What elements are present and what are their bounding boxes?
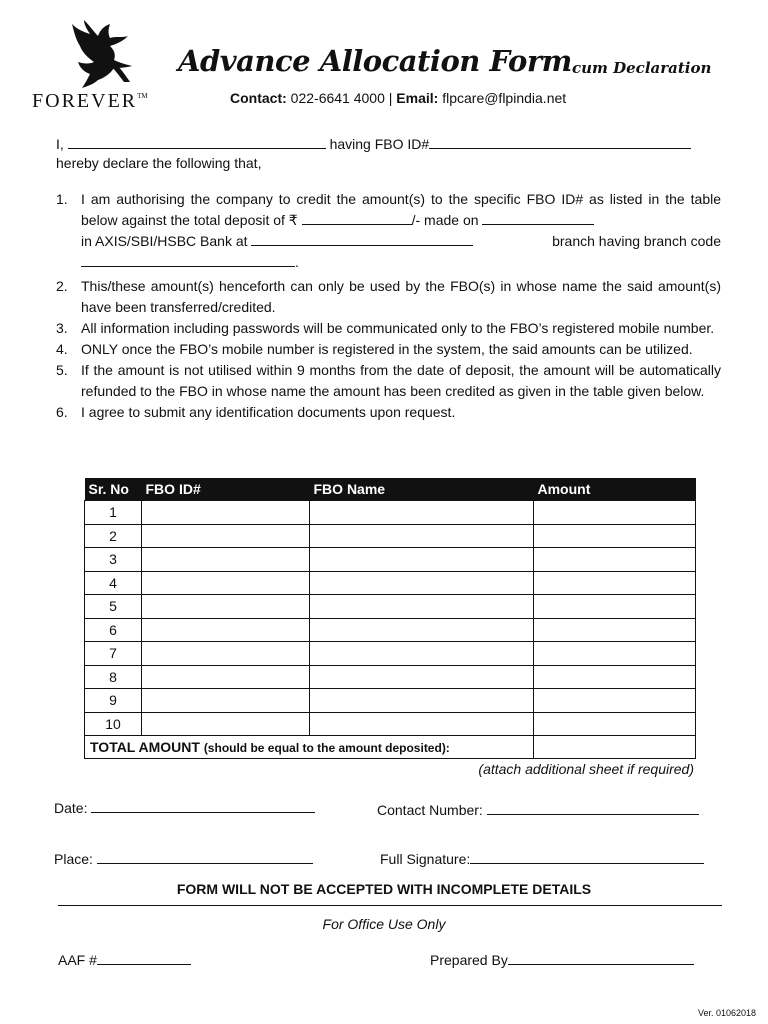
fbo-id-cell[interactable] [142,524,310,548]
brand-name: FOREVER [32,90,138,112]
amount-cell[interactable] [534,642,696,666]
fbo-name-cell[interactable] [310,665,534,689]
row-number: 6 [85,618,142,642]
aaf-row [58,950,191,968]
fbo-id-cell[interactable] [142,689,310,713]
table-row [85,571,696,595]
brand-wordmark [32,90,148,113]
total-note: (should be equal to the amount deposited): [203,741,450,755]
col-fbo-id: FBO ID# [142,478,310,501]
declaration-text: This/these amount(s) henceforth can only be used by the FBO(s) in whose name the said amount(s) have been transferred/credited. [81,278,721,315]
fbo-allocation-table [84,478,696,759]
fbo-id-cell[interactable] [142,571,310,595]
fbo-id-cell[interactable] [142,665,310,689]
declaration-number: 5. [56,362,68,378]
fbo-name-cell[interactable] [310,595,534,619]
form-title: Advance Allocation Form [178,44,572,78]
declaration-item [56,360,721,402]
fbo-id-cell[interactable] [142,501,310,525]
place-row [54,849,313,867]
deposit-date-field[interactable] [482,210,594,225]
declaration-item [56,402,721,423]
row-number: 9 [85,689,142,713]
deposit-amount-field[interactable] [302,210,412,225]
contact-email: flpcare@flpindia.net [442,90,567,106]
row-number: 1 [85,501,142,525]
fbo-name-cell[interactable] [310,712,534,736]
declaration-text: . [295,254,299,270]
col-amount: Amount [534,478,696,501]
declaration-text: in AXIS/SBI/HSBC Bank at [81,233,248,249]
signature-field[interactable] [470,849,704,864]
fbo-id-cell[interactable] [142,548,310,572]
fbo-name-cell[interactable] [310,642,534,666]
intro-having: having FBO ID# [329,136,430,152]
incomplete-details-notice: FORM WILL NOT BE ACCEPTED WITH INCOMPLETE DETAILS [176,881,592,897]
table-row [85,689,696,713]
intro-declare: hereby declare the following that, [56,155,262,171]
total-label: TOTAL AMOUNT [90,739,200,755]
fbo-name-cell[interactable] [310,618,534,642]
declaration-item [56,318,721,339]
amount-cell[interactable] [534,618,696,642]
table-row [85,548,696,572]
intro-i: I, [56,136,64,152]
declaration-number: 6. [56,404,68,420]
row-number: 7 [85,642,142,666]
version-label: Ver. 01062018 [697,1008,756,1018]
contact-line [230,90,566,106]
contact-separator: | [388,90,393,106]
date-field[interactable] [91,798,315,813]
declaration-number: 1. [56,191,68,207]
contact-number-label: Contact Number: [377,802,483,818]
col-fbo-name: FBO Name [310,478,534,501]
prepared-by-row [430,950,694,968]
fbo-name-cell[interactable] [310,689,534,713]
declaration-item [56,339,721,360]
contact-label: Contact: [230,90,287,106]
row-number: 4 [85,571,142,595]
amount-cell[interactable] [534,548,696,572]
amount-cell[interactable] [534,712,696,736]
amount-cell[interactable] [534,571,696,595]
declaration-number: 4. [56,341,68,357]
fbo-id-cell[interactable] [142,642,310,666]
declaration-text: I agree to submit any identification documents upon request. [81,404,456,420]
row-number: 5 [85,595,142,619]
declaration-text: branch having branch code [552,233,721,249]
bank-branch-field[interactable] [251,231,473,246]
office-use-heading: For Office Use Only [322,916,446,932]
declaration-item [56,189,721,273]
declaration-text: I am authorising the company to credit the amount(s) to the specific FBO ID# as listed in the table below against the total deposit of ₹ [81,191,721,228]
table-row [85,712,696,736]
declaration-number: 2. [56,278,68,294]
eagle-logo-icon [64,20,138,88]
contact-number-row [377,800,699,818]
date-row [54,798,315,816]
row-number: 8 [85,665,142,689]
total-label-cell [85,736,534,759]
col-sr-no: Sr. No [85,478,142,501]
contact-number-field[interactable] [487,800,699,815]
amount-cell[interactable] [534,689,696,713]
place-label: Place: [54,851,93,867]
row-number: 3 [85,548,142,572]
total-row [85,736,696,759]
intro-line [56,134,691,155]
fbo-id-cell[interactable] [142,595,310,619]
table-row [85,501,696,525]
trademark: TM [137,92,148,100]
table-row [85,618,696,642]
declaration-text: ONLY once the FBO’s mobile number is registered in the system, the said amounts can be utilized. [81,341,693,357]
declaration-list [56,189,721,423]
fbo-name-cell[interactable] [310,548,534,572]
table-row [85,665,696,689]
total-amount-cell[interactable] [534,736,696,759]
row-number: 10 [85,712,142,736]
form-title-suffix: cum Declaration [572,59,712,77]
signature-row [380,849,704,867]
date-label: Date: [54,800,88,816]
table-row [85,642,696,666]
divider [58,905,722,906]
declaration-item [56,276,721,318]
amount-cell[interactable] [534,665,696,689]
table-row [85,595,696,619]
fbo-id-cell[interactable] [142,618,310,642]
attach-note: (attach additional sheet if required) [478,761,694,777]
branch-code-field[interactable] [81,252,295,267]
table-row [85,524,696,548]
name-field[interactable] [68,134,326,149]
declaration-text: /- made on [411,212,479,228]
signature-label: Full Signature: [380,851,471,867]
amount-cell[interactable] [534,524,696,548]
fbo-id-field[interactable] [429,134,691,149]
amount-cell[interactable] [534,595,696,619]
declaration-text: All information including passwords will be communicated only to the FBO’s registered mobile number. [81,320,715,336]
fbo-name-cell[interactable] [310,501,534,525]
amount-cell[interactable] [534,501,696,525]
aaf-label: AAF # [58,952,97,968]
prepared-by-label: Prepared By [430,952,508,968]
fbo-name-cell[interactable] [310,571,534,595]
email-label: Email: [396,90,439,106]
contact-phone: 022-6641 4000 [290,90,385,106]
prepared-by-field[interactable] [508,950,694,965]
fbo-name-cell[interactable] [310,524,534,548]
declaration-text: If the amount is not utilised within 9 months from the date of deposit, the amount will be automatically refunded to the FBO in whose name the amount has been credited as given in the table given below. [81,362,721,399]
fbo-id-cell[interactable] [142,712,310,736]
declaration-number: 3. [56,320,68,336]
row-number: 2 [85,524,142,548]
aaf-field[interactable] [97,950,191,965]
place-field[interactable] [97,849,313,864]
table-header-row [85,478,696,501]
